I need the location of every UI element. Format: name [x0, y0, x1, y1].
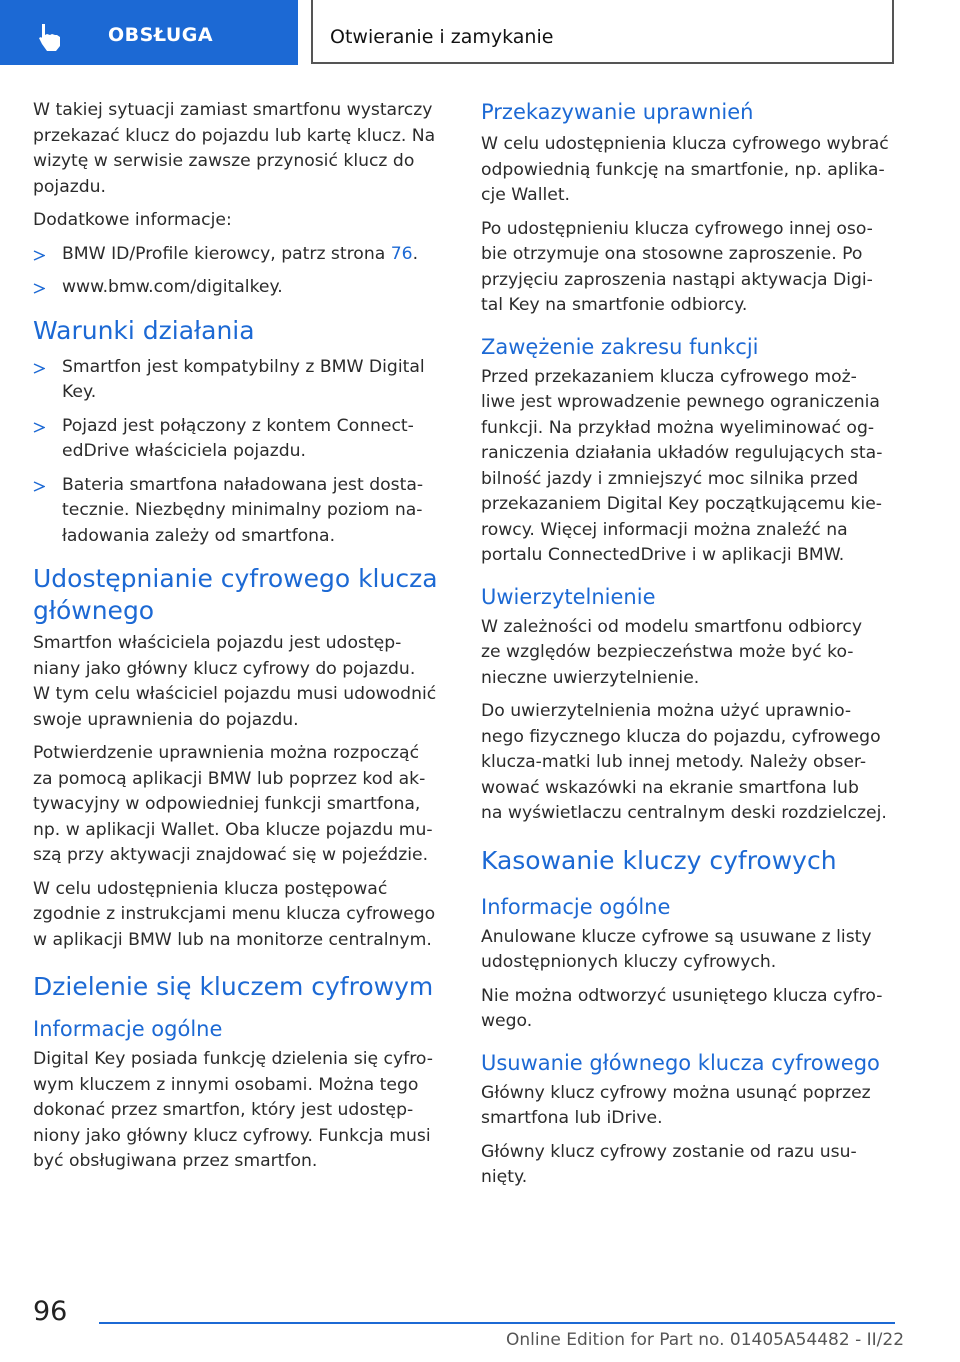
triangle-bullet-icon	[33, 363, 45, 374]
page-link[interactable]: 76	[390, 243, 413, 264]
page-number: 96	[33, 1296, 68, 1327]
paragraph: Potwierdzenie uprawnienia można rozpocząć za pomocą aplikacji BMW lub poprzez kod ak- tywacyjny w odpowiedniej funkcji smartfona, np. w aplikacji Wallet. Oba klucze pojazdu mu- szą przy aktywacji znajdować się w pojeździe.	[33, 743, 433, 865]
auth-heading: Uwierzytelnienie	[481, 584, 656, 609]
restrict-heading: Zawężenie zakresu funkcji	[481, 334, 759, 359]
hand-pointer-icon	[36, 22, 66, 52]
triangle-bullet-icon	[33, 283, 45, 294]
conditions-heading: Warunki działania	[33, 315, 255, 345]
paragraph: Po udostępnieniu klucza cyfrowego innej oso- bie otrzymuje ona stosowne zaproszenie. Po przyjęciu zaproszenia nastąpi aktywacja Digi- tal Key na smartfonie odbiorcy.	[481, 218, 873, 315]
paragraph: Główny klucz cyfrowy można usunąć poprzez smartfona lub iDrive.	[481, 1082, 871, 1128]
share-heading: Dzielenie się kluczem cyfrowym	[33, 972, 434, 1001]
list-item: BMW ID/Profile kierowcy, patrz strona 76.	[33, 242, 448, 268]
left-column	[33, 98, 448, 1183]
paragraph: W celu udostępnienia klucza cyfrowego wybrać odpowiednią funkcję na smartfonie, np. aplika- cje Wallet.	[481, 134, 889, 205]
delete-heading: Kasowanie kluczy cyfrowych	[481, 845, 837, 875]
triangle-bullet-icon	[33, 250, 45, 261]
section-tab	[0, 0, 298, 65]
triangle-bullet-icon	[33, 481, 45, 492]
transfer-heading: Przekazywanie uprawnień	[481, 100, 754, 124]
paragraph: Nie można odtworzyć usuniętego klucza cyfro- wego.	[481, 985, 883, 1031]
section-title: OBSŁUGA	[108, 24, 214, 46]
more-info-label: Dodatkowe informacje:	[33, 210, 232, 230]
edition-label: Online Edition for Part no. 01405A54482 - II/22	[506, 1330, 905, 1350]
list-item: www.bmw.com/digitalkey.	[33, 275, 448, 301]
list-item: Smartfon jest kompatybilny z BMW Digital Key.	[33, 355, 448, 406]
paragraph: Anulowane klucze cyfrowe są usuwane z listy udostępnionych kluczy cyfrowych.	[481, 926, 872, 972]
triangle-bullet-icon	[33, 422, 45, 433]
paragraph: Główny klucz cyfrowy zostanie od razu usu- nięty.	[481, 1141, 857, 1187]
share-general-heading: Informacje ogólne	[33, 1017, 223, 1041]
paragraph: Smartfon właściciela pojazdu jest udostęp- niany jako główny klucz cyfrowy do pojazdu. W tym celu właściciel pojazdu musi udowodnić swoje uprawnienia do pojazdu.	[33, 633, 437, 730]
paragraph: W celu udostępnienia klucza postępować zgodnie z instrukcjami menu klucza cyfrowego w aplikacji BMW lub na monitorze centralnym.	[33, 878, 436, 950]
paragraph: Przed przekazaniem klucza cyfrowego moż- liwe jest wprowadzenie pewnego ograniczenia funkcji. Na przykład można wyeliminować og- raniczenia działania układów regulujących sta- bilność jazdy i zmniejszyć moc silnika przed przekazaniem Digital Key początkującemu kie- rowcy. Więcej informacji można znaleźć na portalu ConnectedDrive i w aplikacji BMW.	[481, 366, 883, 565]
delete-main-heading: Usuwanie głównego klucza cyfrowego	[481, 1050, 880, 1075]
footer-divider	[99, 1322, 895, 1324]
intro-paragraph: W takiej sytuacji zamiast smartfonu wystarczy przekazać klucz do pojazdu lub kartę klucz. Na wizytę w serwisie zawsze przynosić klucz do pojazdu.	[33, 100, 436, 197]
delete-general-heading: Informacje ogólne	[481, 894, 671, 919]
paragraph: W zależności od modelu smartfonu odbiorcy ze względów bezpieczeństwa może być ko- nieczne uwierzytelnienie.	[481, 616, 862, 688]
right-column	[481, 98, 901, 1199]
sharing-main-heading: Udostępnianie cyfrowego klucza głównego	[33, 564, 438, 625]
paragraph: Do uwierzytelnienia można użyć uprawnio- nego fizycznego klucza do pojazdu, cyfrowego klucza-matki lub innej metody. Należy obser- wować wskazówki na ekranie smartfona lub na wyświetlaczu centralnym deski rozdzielczej.	[481, 701, 887, 823]
list-item: Pojazd jest połączony z kontem Connect- edDrive właściciela pojazdu.	[33, 414, 448, 465]
paragraph: Digital Key posiada funkcję dzielenia się cyfro- wym kluczem z innymi osobami. Można tego dokonać przez smartfon, który jest udostęp- niony jako główny klucz cyfrowy. Funkcja musi być obsługiwana przez smartfon.	[33, 1049, 433, 1171]
chapter-title: Otwieranie i zamykanie	[330, 26, 554, 48]
chapter-box	[311, 0, 894, 64]
list-item: Bateria smartfona naładowana jest dosta- tecznie. Niezbędny minimalny poziom na- ładowania zależy od smartfona.	[33, 473, 448, 550]
